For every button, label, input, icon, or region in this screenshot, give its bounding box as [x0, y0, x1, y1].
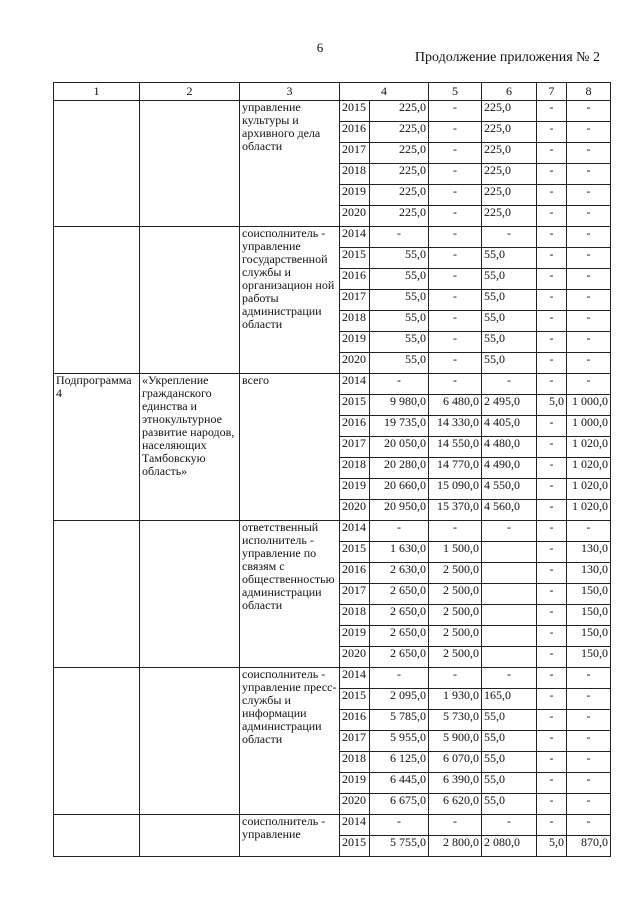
total-cell: 6 125,0 [370, 752, 429, 773]
local-budget-cell: - [537, 668, 567, 689]
year-cell: 2017 [340, 731, 370, 752]
total-cell: 5 955,0 [370, 731, 429, 752]
federal-budget-cell: 14 330,0 [429, 416, 482, 437]
total-cell: 2 650,0 [370, 584, 429, 605]
total-cell: 5 785,0 [370, 710, 429, 731]
year-cell: 2015 [340, 395, 370, 416]
federal-budget-cell: 2 500,0 [429, 584, 482, 605]
regional-budget-cell: 4 560,0 [482, 500, 537, 521]
federal-budget-cell: - [429, 290, 482, 311]
total-cell: 225,0 [370, 101, 429, 122]
page-number: 6 [316, 40, 324, 55]
year-cell: 2017 [340, 290, 370, 311]
regional-budget-cell: - [482, 668, 537, 689]
total-cell: 6 675,0 [370, 794, 429, 815]
regional-budget-cell: 225,0 [482, 206, 537, 227]
federal-budget-cell: - [429, 122, 482, 143]
federal-budget-cell: - [429, 269, 482, 290]
year-cell: 2014 [340, 374, 370, 395]
regional-budget-cell [482, 647, 537, 668]
regional-budget-cell: 2 080,0 [482, 836, 537, 857]
local-budget-cell: - [537, 731, 567, 752]
local-budget-cell: - [537, 500, 567, 521]
local-budget-cell: 5,0 [537, 395, 567, 416]
year-cell: 2018 [340, 605, 370, 626]
extrabudgetary-cell: - [567, 731, 611, 752]
table-row [54, 815, 611, 836]
federal-budget-cell: - [429, 353, 482, 374]
local-budget-cell: - [537, 773, 567, 794]
executor-cell: соисполнитель - управление [240, 815, 340, 857]
local-budget-cell: - [537, 626, 567, 647]
regional-budget-cell: 55,0 [482, 311, 537, 332]
local-budget-cell: - [537, 185, 567, 206]
table-row [54, 374, 611, 395]
regional-budget-cell: 4 405,0 [482, 416, 537, 437]
column-header-6: 6 [482, 83, 537, 101]
federal-budget-cell: 6 070,0 [429, 752, 482, 773]
year-cell: 2020 [340, 647, 370, 668]
total-cell: - [370, 374, 429, 395]
regional-budget-cell: 55,0 [482, 290, 537, 311]
federal-budget-cell: - [429, 521, 482, 542]
extrabudgetary-cell: 1 020,0 [567, 458, 611, 479]
local-budget-cell: - [537, 647, 567, 668]
local-budget-cell: - [537, 311, 567, 332]
federal-budget-cell: 1 500,0 [429, 542, 482, 563]
year-cell: 2019 [340, 332, 370, 353]
extrabudgetary-cell: 150,0 [567, 584, 611, 605]
total-cell: 20 280,0 [370, 458, 429, 479]
regional-budget-cell: 2 495,0 [482, 395, 537, 416]
federal-budget-cell: - [429, 185, 482, 206]
federal-budget-cell: 1 930,0 [429, 689, 482, 710]
year-cell: 2017 [340, 143, 370, 164]
year-cell: 2015 [340, 542, 370, 563]
table-row [54, 101, 611, 122]
extrabudgetary-cell: - [567, 269, 611, 290]
federal-budget-cell: - [429, 227, 482, 248]
total-cell: 55,0 [370, 311, 429, 332]
extrabudgetary-cell: - [567, 689, 611, 710]
program-cell [54, 668, 140, 815]
extrabudgetary-cell: - [567, 815, 611, 836]
column-header-2: 2 [140, 83, 240, 101]
program-name-cell [140, 521, 240, 668]
table-body [54, 83, 611, 857]
local-budget-cell: - [537, 332, 567, 353]
extrabudgetary-cell: 130,0 [567, 542, 611, 563]
year-cell: 2019 [340, 773, 370, 794]
extrabudgetary-cell: - [567, 521, 611, 542]
federal-budget-cell: 14 550,0 [429, 437, 482, 458]
year-cell: 2017 [340, 584, 370, 605]
extrabudgetary-cell: - [567, 143, 611, 164]
total-cell: 55,0 [370, 269, 429, 290]
executor-cell: всего [240, 374, 340, 521]
extrabudgetary-cell: - [567, 794, 611, 815]
extrabudgetary-cell: - [567, 311, 611, 332]
total-cell: 1 630,0 [370, 542, 429, 563]
total-cell: - [370, 815, 429, 836]
year-cell: 2020 [340, 353, 370, 374]
regional-budget-cell: - [482, 521, 537, 542]
extrabudgetary-cell: - [567, 101, 611, 122]
total-cell: 9 980,0 [370, 395, 429, 416]
program-name-cell [140, 227, 240, 374]
total-cell: 20 950,0 [370, 500, 429, 521]
local-budget-cell: - [537, 353, 567, 374]
regional-budget-cell: 4 550,0 [482, 479, 537, 500]
year-cell: 2015 [340, 836, 370, 857]
year-cell: 2016 [340, 416, 370, 437]
total-cell: 55,0 [370, 290, 429, 311]
column-header-8: 8 [567, 83, 611, 101]
extrabudgetary-cell: - [567, 773, 611, 794]
total-cell: 225,0 [370, 122, 429, 143]
year-cell: 2018 [340, 458, 370, 479]
regional-budget-cell: 225,0 [482, 164, 537, 185]
program-name-cell [140, 815, 240, 857]
federal-budget-cell: - [429, 206, 482, 227]
local-budget-cell: - [537, 227, 567, 248]
program-cell [54, 521, 140, 668]
local-budget-cell: - [537, 164, 567, 185]
federal-budget-cell: 6 620,0 [429, 794, 482, 815]
year-cell: 2014 [340, 668, 370, 689]
local-budget-cell: - [537, 206, 567, 227]
federal-budget-cell: - [429, 374, 482, 395]
extrabudgetary-cell: - [567, 353, 611, 374]
extrabudgetary-cell: - [567, 185, 611, 206]
local-budget-cell: - [537, 101, 567, 122]
federal-budget-cell: - [429, 311, 482, 332]
federal-budget-cell: 2 800,0 [429, 836, 482, 857]
total-cell: 20 660,0 [370, 479, 429, 500]
local-budget-cell: - [537, 563, 567, 584]
column-header-4: 4 [340, 83, 429, 101]
federal-budget-cell: - [429, 332, 482, 353]
extrabudgetary-cell: - [567, 227, 611, 248]
total-cell: - [370, 521, 429, 542]
table-row [54, 521, 611, 542]
year-cell: 2015 [340, 248, 370, 269]
federal-budget-cell: - [429, 101, 482, 122]
total-cell: 225,0 [370, 185, 429, 206]
extrabudgetary-cell: - [567, 164, 611, 185]
federal-budget-cell: 2 500,0 [429, 563, 482, 584]
total-cell: 5 755,0 [370, 836, 429, 857]
extrabudgetary-cell: 130,0 [567, 563, 611, 584]
federal-budget-cell: - [429, 248, 482, 269]
extrabudgetary-cell: 1 020,0 [567, 479, 611, 500]
total-cell: 2 095,0 [370, 689, 429, 710]
program-name-cell [140, 668, 240, 815]
year-cell: 2015 [340, 689, 370, 710]
extrabudgetary-cell: 870,0 [567, 836, 611, 857]
year-cell: 2020 [340, 500, 370, 521]
federal-budget-cell: 15 090,0 [429, 479, 482, 500]
federal-budget-cell: 15 370,0 [429, 500, 482, 521]
regional-budget-cell: 55,0 [482, 731, 537, 752]
regional-budget-cell: 55,0 [482, 332, 537, 353]
federal-budget-cell: 2 500,0 [429, 626, 482, 647]
federal-budget-cell: 6 480,0 [429, 395, 482, 416]
continuation-title: Продолжение приложения № 2 [414, 50, 600, 65]
regional-budget-cell [482, 626, 537, 647]
extrabudgetary-cell: - [567, 374, 611, 395]
extrabudgetary-cell: - [567, 332, 611, 353]
year-cell: 2016 [340, 563, 370, 584]
federal-budget-cell: 6 390,0 [429, 773, 482, 794]
program-cell [54, 101, 140, 227]
table-row [54, 668, 611, 689]
regional-budget-cell: 225,0 [482, 185, 537, 206]
total-cell: 2 650,0 [370, 626, 429, 647]
regional-budget-cell [482, 563, 537, 584]
program-cell: Подпрограмма 4 [54, 374, 140, 521]
year-cell: 2014 [340, 815, 370, 836]
total-cell: 225,0 [370, 206, 429, 227]
regional-budget-cell: 55,0 [482, 353, 537, 374]
regional-budget-cell: 4 490,0 [482, 458, 537, 479]
total-cell: 6 445,0 [370, 773, 429, 794]
regional-budget-cell: - [482, 227, 537, 248]
year-cell: 2016 [340, 710, 370, 731]
extrabudgetary-cell: 1 020,0 [567, 500, 611, 521]
local-budget-cell: - [537, 122, 567, 143]
regional-budget-cell: 225,0 [482, 122, 537, 143]
extrabudgetary-cell: 150,0 [567, 647, 611, 668]
executor-cell: соисполнитель - управление пресс-службы и информации администрации области [240, 668, 340, 815]
local-budget-cell: - [537, 458, 567, 479]
regional-budget-cell: - [482, 374, 537, 395]
local-budget-cell: - [537, 584, 567, 605]
federal-budget-cell: - [429, 164, 482, 185]
local-budget-cell: - [537, 521, 567, 542]
federal-budget-cell: 14 770,0 [429, 458, 482, 479]
regional-budget-cell: 225,0 [482, 143, 537, 164]
year-cell: 2016 [340, 269, 370, 290]
year-cell: 2018 [340, 752, 370, 773]
regional-budget-cell: 55,0 [482, 752, 537, 773]
local-budget-cell: - [537, 815, 567, 836]
total-cell: 225,0 [370, 143, 429, 164]
total-cell: 55,0 [370, 332, 429, 353]
total-cell: 2 630,0 [370, 563, 429, 584]
program-name-cell [140, 101, 240, 227]
extrabudgetary-cell: 1 000,0 [567, 395, 611, 416]
local-budget-cell: - [537, 605, 567, 626]
regional-budget-cell [482, 605, 537, 626]
regional-budget-cell: 55,0 [482, 269, 537, 290]
regional-budget-cell: - [482, 815, 537, 836]
extrabudgetary-cell: - [567, 710, 611, 731]
extrabudgetary-cell: 150,0 [567, 626, 611, 647]
federal-budget-cell: - [429, 143, 482, 164]
local-budget-cell: 5,0 [537, 836, 567, 857]
federal-budget-cell: 2 500,0 [429, 605, 482, 626]
total-cell: 20 050,0 [370, 437, 429, 458]
year-cell: 2015 [340, 101, 370, 122]
extrabudgetary-cell: - [567, 290, 611, 311]
regional-budget-cell: 55,0 [482, 710, 537, 731]
year-cell: 2018 [340, 164, 370, 185]
federal-budget-cell: - [429, 815, 482, 836]
table-row [54, 227, 611, 248]
year-cell: 2019 [340, 626, 370, 647]
regional-budget-cell [482, 584, 537, 605]
extrabudgetary-cell: 1 020,0 [567, 437, 611, 458]
regional-budget-cell: 55,0 [482, 794, 537, 815]
local-budget-cell: - [537, 479, 567, 500]
local-budget-cell: - [537, 794, 567, 815]
local-budget-cell: - [537, 542, 567, 563]
year-cell: 2019 [340, 479, 370, 500]
local-budget-cell: - [537, 290, 567, 311]
local-budget-cell: - [537, 437, 567, 458]
local-budget-cell: - [537, 248, 567, 269]
year-cell: 2020 [340, 206, 370, 227]
executor-cell: управление культуры и архивного дела области [240, 101, 340, 227]
local-budget-cell: - [537, 374, 567, 395]
total-cell: 2 650,0 [370, 647, 429, 668]
total-cell: 225,0 [370, 164, 429, 185]
executor-cell: ответственный исполнитель - управление по связям с общественностью администрации области [240, 521, 340, 668]
local-budget-cell: - [537, 416, 567, 437]
year-cell: 2017 [340, 437, 370, 458]
regional-budget-cell [482, 542, 537, 563]
extrabudgetary-cell: - [567, 206, 611, 227]
column-header-3: 3 [240, 83, 340, 101]
local-budget-cell: - [537, 143, 567, 164]
program-cell [54, 815, 140, 857]
total-cell: 19 735,0 [370, 416, 429, 437]
total-cell: 2 650,0 [370, 605, 429, 626]
column-header-1: 1 [54, 83, 140, 101]
regional-budget-cell: 55,0 [482, 248, 537, 269]
federal-budget-cell: 5 730,0 [429, 710, 482, 731]
extrabudgetary-cell: - [567, 248, 611, 269]
column-header-7: 7 [537, 83, 567, 101]
program-name-cell: «Укрепление гражданского единства и этнокультурное развитие народов, населяющих Тамбовскую область» [140, 374, 240, 521]
regional-budget-cell: 4 480,0 [482, 437, 537, 458]
federal-budget-cell: 2 500,0 [429, 647, 482, 668]
budget-table [53, 82, 611, 857]
year-cell: 2014 [340, 227, 370, 248]
total-cell: - [370, 668, 429, 689]
local-budget-cell: - [537, 689, 567, 710]
federal-budget-cell: - [429, 668, 482, 689]
year-cell: 2019 [340, 185, 370, 206]
local-budget-cell: - [537, 752, 567, 773]
regional-budget-cell: 225,0 [482, 101, 537, 122]
program-cell [54, 227, 140, 374]
extrabudgetary-cell: 1 000,0 [567, 416, 611, 437]
year-cell: 2020 [340, 794, 370, 815]
year-cell: 2018 [340, 311, 370, 332]
total-cell: 55,0 [370, 353, 429, 374]
federal-budget-cell: 5 900,0 [429, 731, 482, 752]
year-cell: 2016 [340, 122, 370, 143]
regional-budget-cell: 165,0 [482, 689, 537, 710]
local-budget-cell: - [537, 710, 567, 731]
extrabudgetary-cell: - [567, 122, 611, 143]
column-header-5: 5 [429, 83, 482, 101]
extrabudgetary-cell: 150,0 [567, 605, 611, 626]
extrabudgetary-cell: - [567, 752, 611, 773]
year-cell: 2014 [340, 521, 370, 542]
total-cell: 55,0 [370, 248, 429, 269]
total-cell: - [370, 227, 429, 248]
local-budget-cell: - [537, 269, 567, 290]
extrabudgetary-cell: - [567, 668, 611, 689]
executor-cell: соисполнитель - управление государственной службы и организацион ной работы администрации области [240, 227, 340, 374]
regional-budget-cell: 55,0 [482, 773, 537, 794]
header-row [54, 83, 611, 101]
